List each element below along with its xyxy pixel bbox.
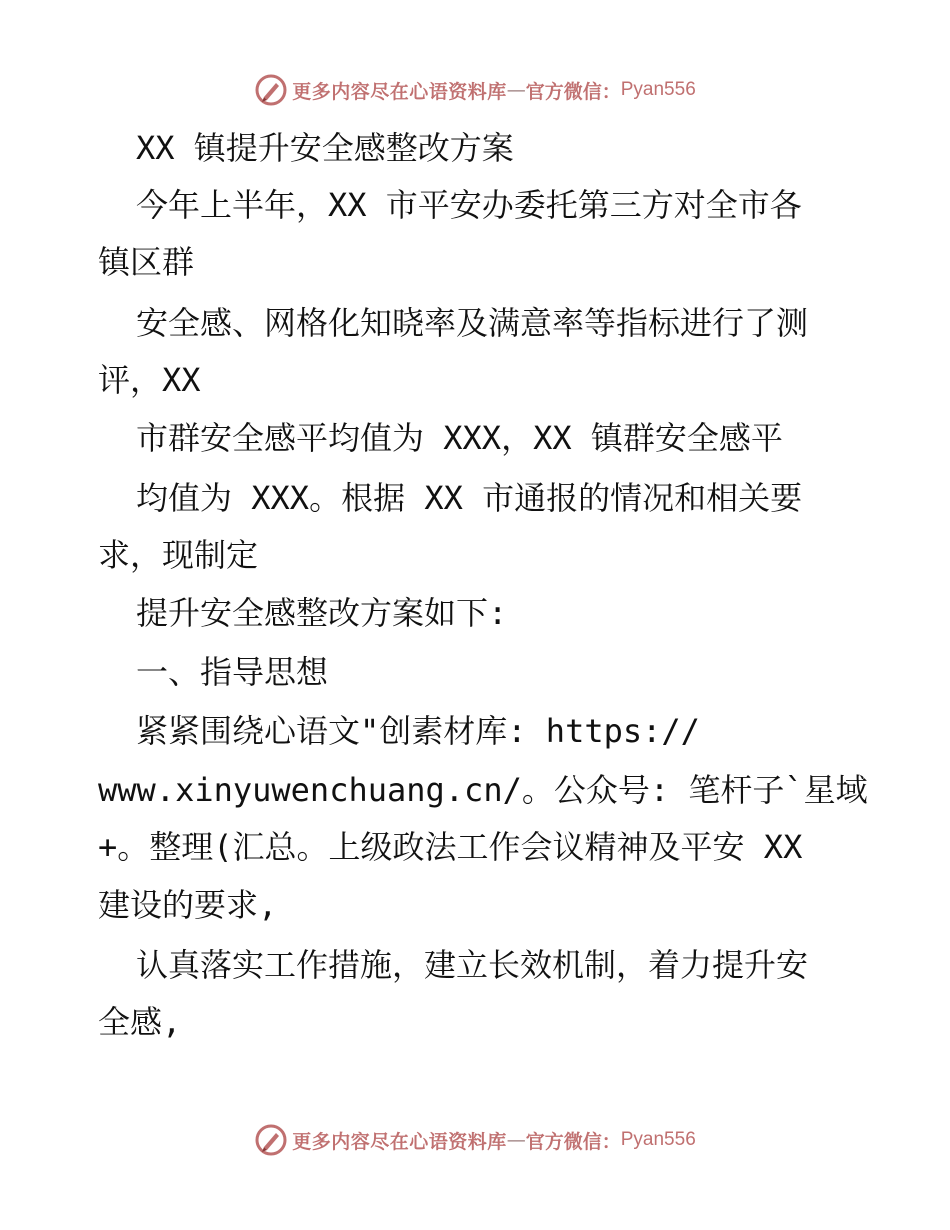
paragraph-line: www.xinyuwenchuang.cn/。公众号: 笔杆子`星域 [98,771,868,809]
paragraph-line: 认真落实工作措施，建立长效机制，着力提升安 [136,946,809,984]
paragraph-line: 均值为 XXX。根据 XX 市通报的情况和相关要 [136,479,803,517]
banner-site-text: 更多内容尽在心语资料库 [292,1130,507,1153]
paragraph-line: +。整理(汇总。上级政法工作会议精神及平安 XX [98,828,803,866]
banner-wechat-label: 官方微信： [525,80,621,103]
section-heading: 一、指导思想 [136,653,329,691]
banner-separator: — [506,79,526,101]
header-banner [0,70,950,110]
paragraph-line: 提升安全感整改方案如下: [136,594,508,632]
footer-banner [0,1120,950,1160]
banner-account: Pyan556 [620,1129,696,1150]
paragraph-line: 评，XX [98,361,201,399]
paragraph-line: 镇区群 [98,243,195,281]
banner-wechat-label: 官方微信： [525,1130,621,1153]
paragraph-line: 全感, [98,1003,182,1041]
paragraph-line: 紧紧围绕心语文"创素材库: https:// [136,712,700,750]
paragraph-line: 建设的要求, [98,886,278,924]
banner-site-text: 更多内容尽在心语资料库 [292,80,507,103]
paragraph-line: 今年上半年，XX 市平安办委托第三方对全市各 [136,186,802,224]
pen-nib-logo-icon [254,73,288,107]
paragraph-line: 市群安全感平均值为 XXX，XX 镇群安全感平 [136,419,783,457]
pen-nib-logo-icon [254,1123,288,1157]
banner-account: Pyan556 [620,79,696,100]
paragraph-line: 求，现制定 [98,536,259,574]
paragraph-line: 安全感、网格化知晓率及满意率等指标进行了测 [136,304,809,342]
document-title: XX 镇提升安全感整改方案 [136,129,514,167]
banner-separator: — [506,1129,526,1151]
